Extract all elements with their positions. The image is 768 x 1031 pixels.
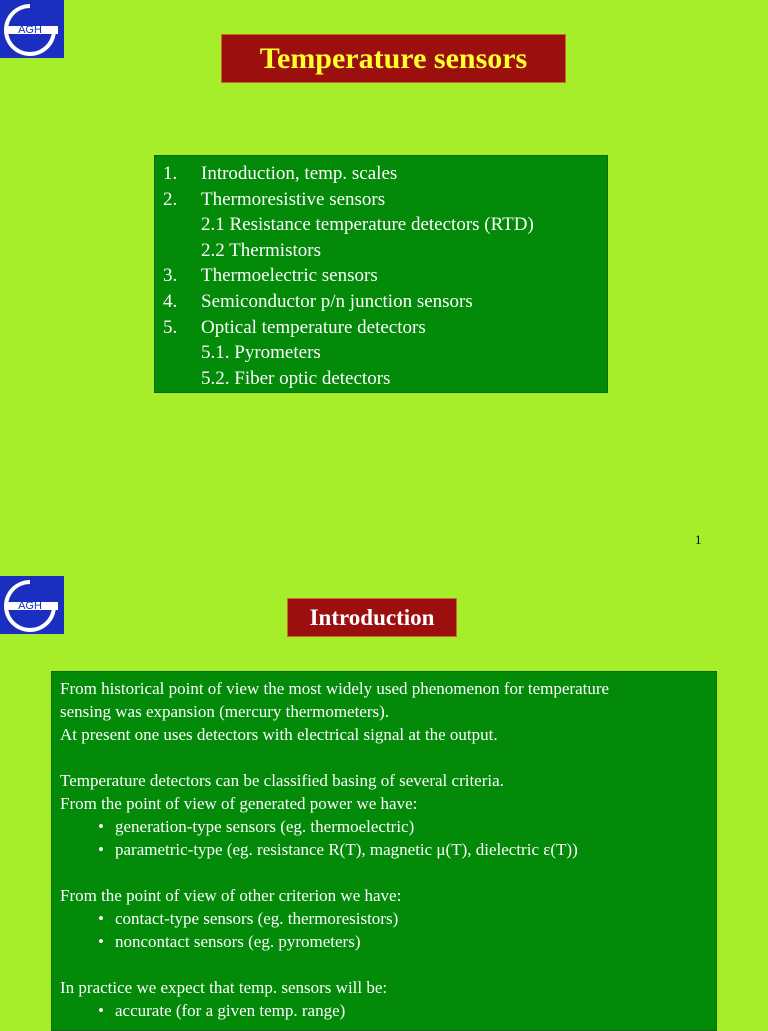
- toc-text: Thermoelectric sensors: [201, 265, 378, 287]
- bullet-text: parametric-type (eg. resistance R(T), magnetic μ(T), dielectric ε(T)): [115, 840, 578, 859]
- toc-item: [163, 238, 599, 264]
- paragraph-line: Temperature detectors can be classified basing of several criteria.: [60, 771, 504, 790]
- toc-text: 2.1 Resistance temperature detectors (RTD): [201, 214, 534, 236]
- agh-logo: [0, 0, 64, 58]
- toc-item: [163, 263, 599, 289]
- toc-text: 5.1. Pyrometers: [201, 342, 321, 364]
- bullet-icon: •: [98, 840, 104, 859]
- toc-text: Thermoresistive sensors: [201, 188, 386, 210]
- logo-text: AGH: [18, 24, 42, 36]
- slide-title: [287, 598, 457, 637]
- bullet-text: generation-type sensors (eg. thermoelectric): [115, 817, 415, 836]
- bullet-item: [60, 907, 708, 930]
- bullet-icon: •: [98, 909, 104, 928]
- agh-logo: [0, 576, 64, 634]
- slide-title: [221, 34, 566, 83]
- intro-content: [51, 671, 717, 1031]
- toc-text: Optical temperature detectors: [201, 316, 426, 338]
- paragraph-line: In practice we expect that temp. sensors will be:: [60, 978, 388, 997]
- logo-text: AGH: [18, 600, 42, 612]
- toc-item: [163, 315, 599, 341]
- toc-text: 2.2 Thermistors: [201, 239, 321, 261]
- toc-text: Semiconductor p/n junction sensors: [201, 290, 473, 312]
- bullet-text: noncontact sensors (eg. pyrometers): [115, 932, 361, 951]
- bullet-text: contact-type sensors (eg. thermoresistors): [115, 909, 399, 928]
- bullet-item: [60, 930, 708, 953]
- toc-item: [163, 212, 599, 238]
- paragraph-line: From historical point of view the most widely used phenomenon for temperature: [60, 679, 610, 698]
- slide-title-text: Introduction: [309, 604, 435, 630]
- paragraph-line: sensing was expansion (mercury thermometers).: [60, 702, 390, 721]
- paragraph-line: From the point of view of other criterion we have:: [60, 886, 402, 905]
- bullet-text: accurate (for a given temp. range): [115, 1001, 346, 1020]
- toc-number: 5.: [163, 316, 178, 338]
- paragraph-line: At present one uses detectors with electrical signal at the output.: [60, 725, 498, 744]
- toc-number: 2.: [163, 188, 178, 210]
- bullet-icon: •: [98, 932, 104, 951]
- toc-text: Introduction, temp. scales: [201, 163, 398, 184]
- bullet-item: [60, 815, 708, 838]
- bullet-item: [60, 838, 708, 861]
- toc-item: [163, 340, 599, 366]
- bullet-icon: •: [98, 817, 104, 836]
- toc-number: 1.: [163, 163, 178, 184]
- toc-number: 3.: [163, 265, 178, 287]
- table-of-contents: [154, 155, 608, 393]
- paragraph-line: From the point of view of generated power we have:: [60, 794, 418, 813]
- toc-item: [163, 161, 599, 187]
- slide-title-text: Temperature sensors: [259, 41, 528, 75]
- bullet-item: [60, 999, 708, 1022]
- toc-item: [163, 289, 599, 315]
- toc-item: [163, 366, 599, 392]
- toc-number: 4.: [163, 290, 178, 312]
- page-number: 1: [695, 532, 702, 547]
- toc-text: 5.2. Fiber optic detectors: [201, 367, 391, 389]
- toc-item: [163, 187, 599, 213]
- bullet-icon: •: [98, 1001, 104, 1020]
